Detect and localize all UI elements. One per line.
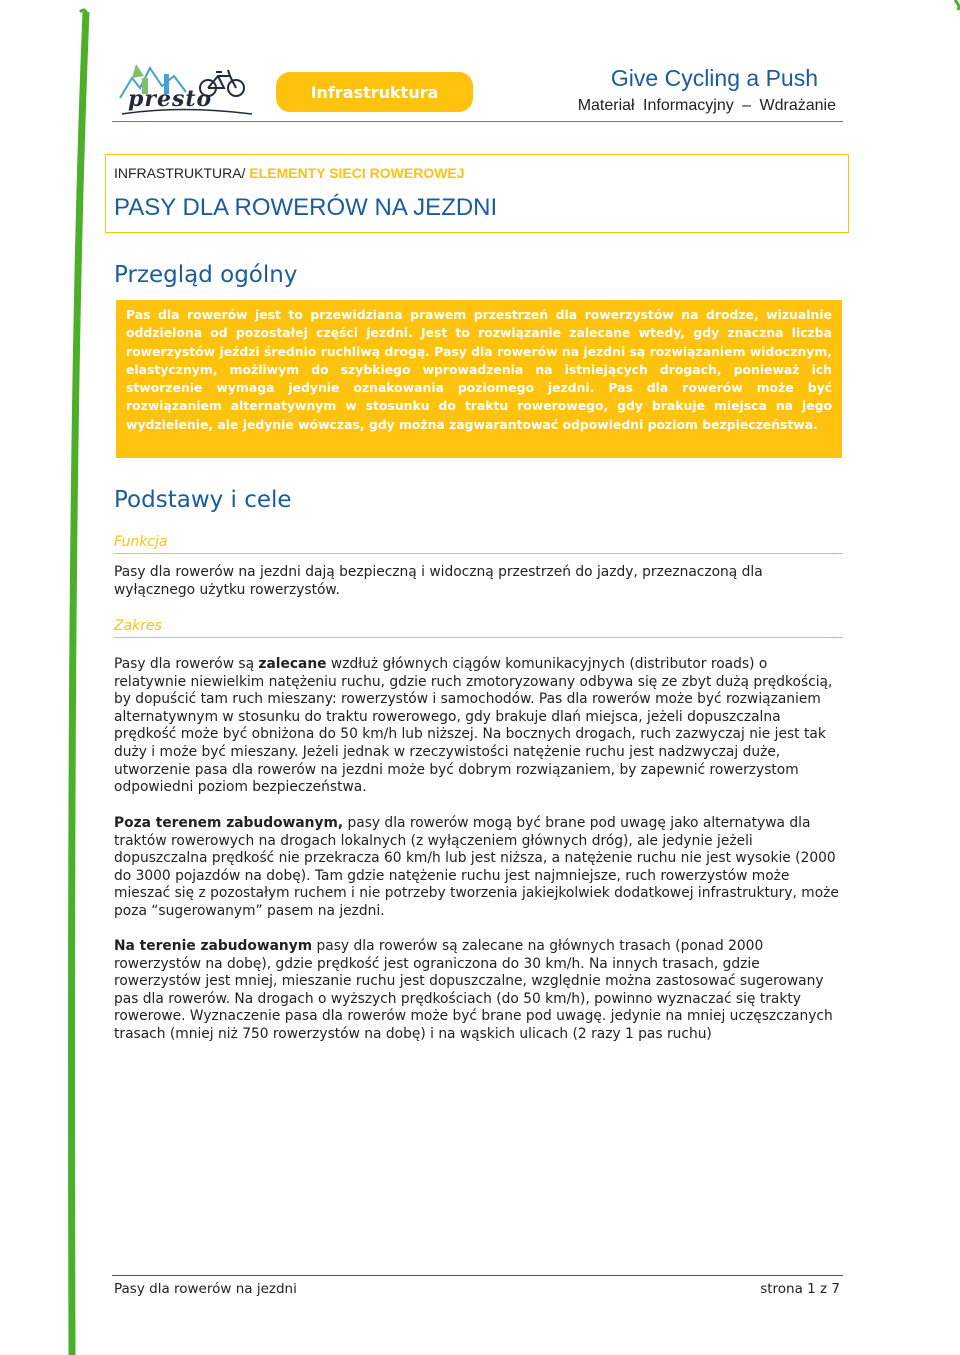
- footer-document-title: Pasy dla rowerów na jezdni: [114, 1281, 297, 1297]
- scope-divider: [114, 637, 843, 638]
- scope-paragraph-3: [114, 938, 842, 1044]
- page-title: PASY DLA ROWERÓW NA JEZDNI: [114, 194, 498, 221]
- logo-wordmark: presto: [128, 86, 213, 112]
- breadcrumb-section: ELEMENTY SIECI ROWEROWEJ: [249, 165, 465, 181]
- basics-heading: Podstawy i cele: [114, 487, 292, 513]
- function-divider: [114, 553, 843, 554]
- scope-p1-rest: wzdłuż głównych ciągów komunikacyjnych (distributor roads) o relatywnie niewielkim natężeniu ruchu, gdzie ruch zmotoryzowany odbywa się ze zbyt dużą prędkością, by dopuścić tam ruch mieszany: rowerzystów i samochodów. Pas dla rowerów może być rozwiązaniem alternatywnym w stosunku do traktu rowerowego, gdy brakuje dlań miejsca, jeżeli dopuszczalna prędkość może być obniżona do 50 km/h lub niższej. Na bocznych drogach, ruch zazwyczaj nie jest tak duży i może być mieszany. Jeżeli jednak w rzeczywistości natężenie ruchu jest nadzwyczaj duże, utworzenie pasa dla rowerów na jezdni może być dobrym rozwiązaniem, by zapewnić rowerzystom odpowiedni poziom bezpieczeństwa.: [114, 656, 833, 796]
- function-paragraph: Pasy dla rowerów na jezdni dają bezpieczną i widoczną przestrzeń do jazdy, przeznaczoną dla wyłącznego użytku rowerzystów.: [114, 564, 763, 598]
- category-pill: Infrastruktura: [276, 72, 473, 112]
- scope-p1-lead: Pasy dla rowerów są: [114, 656, 259, 672]
- scope-p2-rest: pasy dla rowerów mogą być brane pod uwagę jako alternatywa dla traktów rowerowych na drogach lokalnych (z wyłączeniem głównych dróg), ale jedynie jeżeli dopuszczalna prędkość nie przekracza 60 km/h lub jest niższa, a natężenie ruchu nie jest wysokie (2000 do 3000 pojazdów na dobę). Tam gdzie natężenie ruchu jest najmniejsze, ruch rowerzystów może mieszać się z pozostałym ruchem i nie potrzeby tworzenia jakiejkolwiek dodatkowej infrastruktury, może poza “sugerowanym” pasem na jezdni.: [114, 815, 839, 919]
- function-subheading: Funkcja: [114, 534, 168, 550]
- overview-heading: Przegląd ogólny: [114, 262, 298, 288]
- scope-subheading: Zakres: [114, 618, 162, 634]
- scope-p3-rest: pasy dla rowerów są zalecane na głównych trasach (ponad 2000 rowerzystów na dobę), gdzie prędkość jest ograniczona do 30 km/h. Na innych trasach, gdzie rowerzystów jest mniej, mieszanie ruchu jest dopuszczalne, względnie można zastosować sugerowany pas dla rowerów. Na drogach o wyższych prędkościach (do 50 km/h), powinno wyznaczać się trakty rowerowe. Wyznaczenie pasa dla rowerów może być brane pod uwagę. jedynie na mniej uczęszczanych trasach (mniej niż 750 rowerzystów na dobę) i na wąskich ulicach (2 razy 1 pas ruchu): [114, 938, 833, 1042]
- header-subtitle: Materiał Informacyjny – Wdrażanie: [577, 97, 836, 114]
- scope-p3-emphasis: Na terenie zabudowanym: [114, 938, 313, 954]
- header-title: Give Cycling a Push: [610, 65, 818, 91]
- overview-text: Pas dla rowerów jest to przewidziana prawem przestrzeń dla rowerzystów na drodze, wizualnie oddzielona od pozostałej części jezdni. Jest to rozwiązanie zalecane wtedy, gdy znaczna liczba rowerzystów jeździ średnio ruchliwą drogą. Pasy dla rowerów na jezdni są rozwiązaniem widocznym, elastycznym, możliwym do szybkiego wprowadzenia na istniejących drogach, ponieważ ich stworzenie wymaga jedynie oznakowania poziomego jezdni. Pas dla rowerów może być rozwiązaniem alternatywnym w stosunku do traktu rowerowego, gdy brakuje miejsca na jego wydzielenie, ale jedynie wówczas, gdy można zagwarantować odpowiedni poziom bezpieczeństwa.: [126, 307, 832, 432]
- scope-paragraph-1: [114, 656, 842, 797]
- scope-p2-emphasis: Poza terenem zabudowanym,: [114, 815, 344, 831]
- overview-box: [116, 300, 842, 458]
- scope-p1-emphasis: zalecane: [258, 656, 327, 672]
- footer-page-number: strona 1 z 7: [760, 1281, 840, 1297]
- header-divider: [112, 121, 843, 122]
- breadcrumb-prefix: INFRASTRUKTURA/: [114, 165, 246, 181]
- footer-divider: [112, 1275, 843, 1276]
- breadcrumb: [114, 165, 465, 181]
- scope-paragraph-2: [114, 815, 842, 921]
